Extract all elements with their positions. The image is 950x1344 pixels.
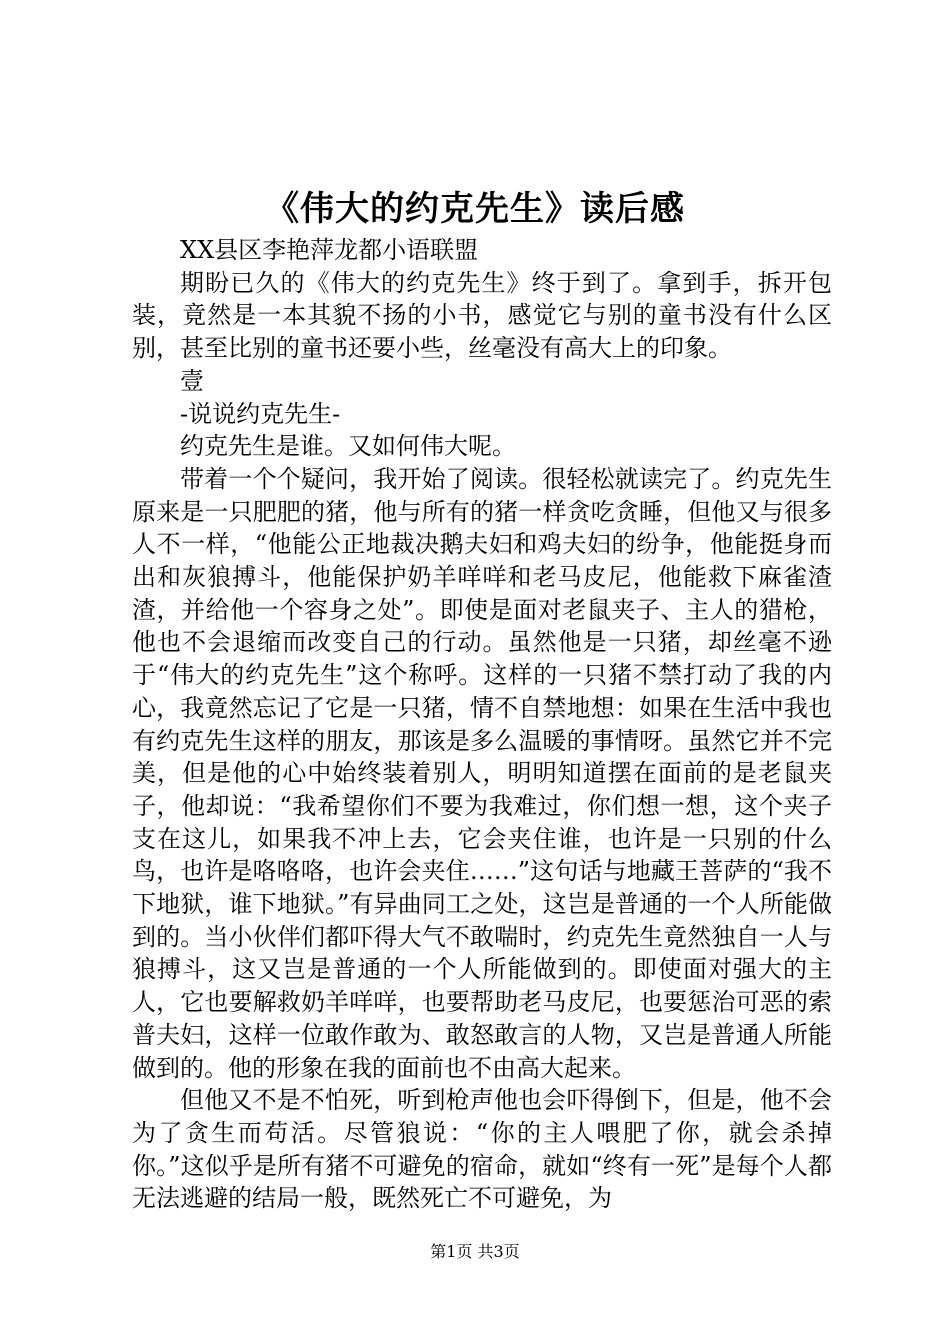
paragraph: 但他又不是不怕死，听到枪声他也会吓得倒下，但是，他不会为了贪生而苟活。尽管狼说：“你的主人喂肥了你，就会杀掉你。”这似乎是所有猪不可避免的宿命，就如“终有一死”是每个人都无法逃避的结局一般，既然死亡不可避免，为 [132,1086,832,1213]
page-footer: 第1页 共3页 [430,1242,520,1261]
paragraph: 期盼已久的《伟大的约克先生》终于到了。拿到手，拆开包装，竟然是一本其貌不扬的小书，感觉它与别的童书没有什么区别，甚至比别的童书还要小些，丝毫没有高大上的印象。 [132,268,832,363]
section-heading: -说说约克先生- [180,399,341,428]
document-body [132,234,832,1215]
paragraph: 约克先生是谁。又如何伟大呢。 [180,432,516,461]
author-line: XX县区李艳萍龙都小语联盟 [180,236,479,264]
section-number: 壹 [180,366,204,395]
document-title: 《伟大的约克先生》读后感 [265,189,685,229]
paragraph: 带着一个个疑问，我开始了阅读。很轻松就读完了。约克先生原来是一只肥肥的猪，他与所有的猪一样贪吃贪睡，但他又与很多人不一样，“他能公正地裁决鹅夫妇和鸡夫妇的纷争，他能挺身而出和灰狼搏斗，他能保护奶羊咩咩和老马皮尼，他能救下麻雀渣渣，并给他一个容身之处”。即使是面对老鼠夹子、主人的猎枪，他也不会退缩而改变自己的行动。虽然他是一只猪，却丝毫不逊于“伟大的约克先生”这个称呼。这样的一只猪不禁打动了我的内心，我竟然忘记了它是一只猪，情不自禁地想：如果在生活中我也有约克先生这样的朋友，那该是多么温暖的事情呀。虽然它并不完美，但是他的心中始终装着别人，明明知道摆在面前的是老鼠夹子，他却说：“我希望你们不要为我难过，你们想一想，这个夹子支在这儿，如果我不冲上去，它会夹住谁，也许是一只别的什么鸟，也许是咯咯咯，也许会夹住……”这句话与地藏王菩萨的“我不下地狱，谁下地狱。”有异曲同工之处，这岂是普通的一个人所能做到的。当小伙伴们都吓得大气不敢喘时，约克先生竟然独自一人与狼搏斗，这又岂是普通的一个人所能做到的。即使面对强大的主人，它也要解救奶羊咩咩，也要帮助老马皮尼，也要惩治可恶的索普夫妇，这样一位敢作敢为、敢怒敢言的人物，又岂是普通人所能做到的。他的形象在我的面前也不由高大起来。 [132,464,832,1082]
